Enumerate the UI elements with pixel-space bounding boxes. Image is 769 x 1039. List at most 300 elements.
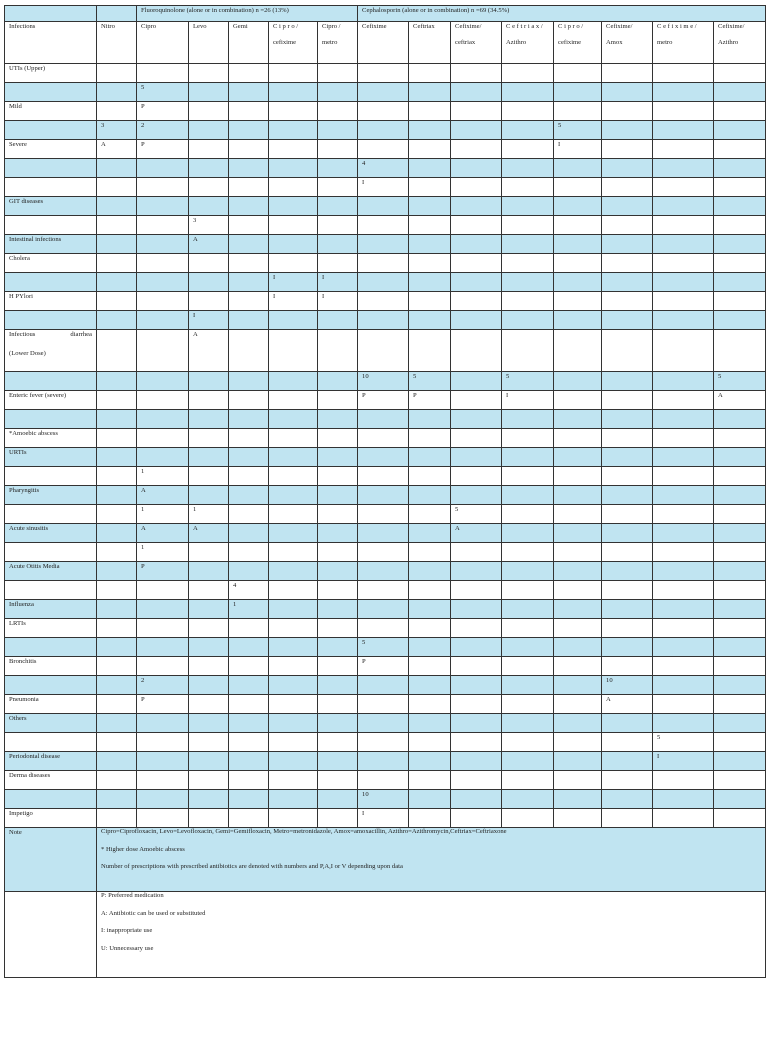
prescription-cell	[137, 410, 189, 429]
prescription-cell	[602, 752, 653, 771]
prescription-cell	[97, 562, 137, 581]
prescription-cell	[502, 657, 554, 676]
prescription-cell	[409, 809, 451, 828]
infection-cell	[5, 121, 97, 140]
prescription-cell: 3	[97, 121, 137, 140]
prescription-cell	[602, 790, 653, 809]
prescription-cell	[409, 159, 451, 178]
prescription-cell	[137, 235, 189, 254]
prescription-cell	[318, 410, 358, 429]
prescription-cell	[409, 657, 451, 676]
prescription-cell	[269, 102, 318, 121]
table-row	[5, 771, 766, 790]
prescription-cell	[502, 140, 554, 159]
prescription-cell	[137, 714, 189, 733]
prescription-cell	[602, 121, 653, 140]
prescription-cell	[229, 410, 269, 429]
prescription-cell	[554, 330, 602, 372]
prescription-cell	[229, 391, 269, 410]
infection-cell: Enteric fever (severe)	[5, 391, 97, 410]
prescription-cell	[502, 638, 554, 657]
prescription-cell	[318, 197, 358, 216]
column-header-line: Infections	[9, 23, 36, 30]
prescription-cell	[229, 159, 269, 178]
table-row	[5, 467, 766, 486]
prescription-cell	[451, 619, 502, 638]
prescription-cell	[269, 197, 318, 216]
prescription-cell	[409, 273, 451, 292]
prescription-cell	[653, 121, 714, 140]
prescription-cell	[318, 159, 358, 178]
prescription-cell	[358, 676, 409, 695]
prescription-cell	[269, 216, 318, 235]
table-row	[5, 562, 766, 581]
prescription-cell	[137, 216, 189, 235]
infection-cell	[5, 273, 97, 292]
table-row	[5, 790, 766, 809]
prescription-cell	[714, 292, 766, 311]
prescription-cell	[318, 311, 358, 330]
prescription-cell	[602, 771, 653, 790]
prescription-cell	[189, 676, 229, 695]
prescription-cell	[653, 391, 714, 410]
prescription-cell	[189, 391, 229, 410]
prescription-cell	[318, 809, 358, 828]
prescription-cell	[409, 467, 451, 486]
prescription-cell	[318, 657, 358, 676]
prescription-cell	[318, 254, 358, 273]
prescription-cell	[602, 505, 653, 524]
prescription-cell	[318, 695, 358, 714]
prescription-cell	[318, 733, 358, 752]
prescription-cell	[97, 505, 137, 524]
prescription-cell	[653, 140, 714, 159]
prescription-cell	[318, 581, 358, 600]
prescription-cell	[409, 429, 451, 448]
prescription-cell	[358, 330, 409, 372]
prescription-cell	[137, 273, 189, 292]
prescription-cell	[409, 330, 451, 372]
column-header-line: metro	[322, 39, 338, 47]
prescription-cell	[229, 524, 269, 543]
prescription-cell	[554, 733, 602, 752]
prescription-cell: 5	[714, 372, 766, 391]
prescription-cell	[451, 752, 502, 771]
prescription-cell	[269, 657, 318, 676]
prescription-cell	[97, 216, 137, 235]
prescription-cell	[229, 733, 269, 752]
prescription-cell	[714, 311, 766, 330]
prescription-cell	[653, 235, 714, 254]
prescription-cell	[189, 372, 229, 391]
prescription-cell: A	[714, 391, 766, 410]
prescription-cell	[554, 809, 602, 828]
column-header-line: Azithro	[506, 39, 527, 47]
prescription-cell	[358, 121, 409, 140]
prescription-cell	[409, 619, 451, 638]
prescription-cell	[137, 429, 189, 448]
prescription-cell	[451, 543, 502, 562]
prescription-cell	[502, 273, 554, 292]
prescription-cell: 2	[137, 676, 189, 695]
infection-cell: H PYlori	[5, 292, 97, 311]
prescription-cell	[269, 330, 318, 372]
prescription-cell: I	[502, 391, 554, 410]
prescription-cell	[602, 809, 653, 828]
prescription-cell	[229, 486, 269, 505]
column-header	[189, 22, 229, 64]
table-row	[5, 140, 766, 159]
prescription-cell	[502, 292, 554, 311]
prescription-cell	[502, 486, 554, 505]
infection-cell: Pneumonia	[5, 695, 97, 714]
prescription-cell	[358, 752, 409, 771]
note-content	[97, 828, 766, 892]
prescription-cell	[409, 486, 451, 505]
prescription-cell	[409, 543, 451, 562]
table-row	[5, 600, 766, 619]
prescription-cell	[714, 486, 766, 505]
infection-cell: UTIs (Upper)	[5, 64, 97, 83]
prescription-cell	[409, 83, 451, 102]
column-header	[137, 22, 189, 64]
prescription-cell	[97, 292, 137, 311]
column-header	[502, 22, 554, 64]
prescription-cell	[451, 448, 502, 467]
prescription-cell: 10	[358, 790, 409, 809]
prescription-cell	[502, 543, 554, 562]
prescription-cell: 4	[229, 581, 269, 600]
table-row	[5, 330, 766, 372]
prescription-cell	[502, 216, 554, 235]
prescription-cell	[409, 638, 451, 657]
prescription-cell	[714, 524, 766, 543]
prescription-cell	[554, 695, 602, 714]
prescription-cell	[229, 273, 269, 292]
infection-cell: Pharyngitis	[5, 486, 97, 505]
infection-cell: Derma diseases	[5, 771, 97, 790]
prescription-cell	[554, 543, 602, 562]
prescription-cell	[502, 752, 554, 771]
prescription-cell	[358, 524, 409, 543]
prescription-cell	[451, 429, 502, 448]
infection-cell: *Amoebic abscess	[5, 429, 97, 448]
prescription-cell	[318, 619, 358, 638]
note-abbreviations: Cipro=Ciprofloxacin, Levo=Levofloxacin, Gemi=Gemifloxacin, Metro=metronidazole, Amox=amoxacillin, Azithro=Azithromycin,Ceftriax=Ceftriaxone	[101, 828, 507, 835]
prescription-cell	[229, 619, 269, 638]
infection-cell: LRTIs	[5, 619, 97, 638]
prescription-cell	[554, 752, 602, 771]
prescription-cell	[229, 178, 269, 197]
prescription-cell	[502, 600, 554, 619]
prescription-cell	[269, 410, 318, 429]
prescription-cell	[318, 467, 358, 486]
column-header-line: Cefixime/	[606, 23, 633, 30]
prescription-cell	[714, 809, 766, 828]
prescription-cell	[137, 638, 189, 657]
prescription-cell	[502, 254, 554, 273]
prescription-cell	[502, 83, 554, 102]
prescription-cell	[97, 543, 137, 562]
prescription-cell	[358, 216, 409, 235]
prescription-cell	[653, 619, 714, 638]
table-row	[5, 159, 766, 178]
prescription-cell	[97, 254, 137, 273]
prescription-cell	[502, 121, 554, 140]
prescription-cell	[653, 330, 714, 372]
prescription-cell	[137, 581, 189, 600]
table-row	[5, 486, 766, 505]
prescription-cell: P	[358, 657, 409, 676]
prescription-cell	[229, 809, 269, 828]
prescription-cell	[189, 638, 229, 657]
prescription-cell	[714, 330, 766, 372]
prescription-cell: 5	[554, 121, 602, 140]
prescription-cell	[358, 311, 409, 330]
prescription-cell	[653, 311, 714, 330]
prescription-cell	[137, 159, 189, 178]
prescription-cell	[409, 695, 451, 714]
infection-cell	[5, 505, 97, 524]
prescription-cell	[602, 410, 653, 429]
legend-inappropriate: I: inappropriate use	[101, 927, 153, 935]
prescription-cell	[189, 292, 229, 311]
prescription-cell	[189, 197, 229, 216]
prescription-cell	[269, 372, 318, 391]
infection-cell: Mild	[5, 102, 97, 121]
prescription-cell	[137, 178, 189, 197]
prescription-cell	[269, 121, 318, 140]
prescription-cell	[714, 752, 766, 771]
prescription-cell	[554, 790, 602, 809]
prescription-cell	[554, 83, 602, 102]
prescription-cell	[189, 790, 229, 809]
column-header-line: Azithro	[718, 39, 739, 47]
prescription-cell	[451, 695, 502, 714]
prescription-cell	[714, 83, 766, 102]
prescription-cell	[653, 600, 714, 619]
prescription-cell	[502, 311, 554, 330]
prescription-cell	[602, 216, 653, 235]
column-header-line: Cefixime/	[718, 23, 745, 30]
prescription-cell	[554, 197, 602, 216]
infection-cell: Periodontal disease	[5, 752, 97, 771]
prescription-cell	[714, 121, 766, 140]
prescription-cell	[189, 809, 229, 828]
prescription-cell	[97, 809, 137, 828]
prescription-cell	[269, 771, 318, 790]
prescription-cell	[137, 752, 189, 771]
infection-cell	[5, 410, 97, 429]
prescription-cell	[229, 197, 269, 216]
prescription-cell: 2	[137, 121, 189, 140]
prescription-cell: P	[137, 140, 189, 159]
prescription-cell	[189, 121, 229, 140]
prescription-cell	[451, 197, 502, 216]
prescription-cell	[229, 505, 269, 524]
prescription-cell	[269, 638, 318, 657]
infection-cell	[5, 178, 97, 197]
legend-empty-cell	[5, 892, 97, 978]
prescription-cell	[97, 311, 137, 330]
prescription-cell	[318, 178, 358, 197]
prescription-cell	[714, 562, 766, 581]
infection-cell	[5, 581, 97, 600]
prescription-cell	[97, 581, 137, 600]
prescription-cell	[602, 581, 653, 600]
prescription-cell	[554, 505, 602, 524]
prescription-cell	[554, 235, 602, 254]
prescription-cell	[554, 714, 602, 733]
prescription-cell	[97, 273, 137, 292]
prescription-cell	[358, 619, 409, 638]
prescription-cell	[409, 505, 451, 524]
prescription-cell: A	[189, 235, 229, 254]
prescription-cell	[269, 505, 318, 524]
prescription-cell	[502, 524, 554, 543]
prescription-cell	[269, 543, 318, 562]
prescription-cell	[318, 676, 358, 695]
prescription-cell	[653, 524, 714, 543]
prescription-cell	[358, 410, 409, 429]
prescription-cell	[358, 429, 409, 448]
prescription-cell	[714, 254, 766, 273]
prescription-cell: I	[318, 292, 358, 311]
prescription-cell	[554, 657, 602, 676]
infection-cell	[5, 83, 97, 102]
prescription-cell	[502, 714, 554, 733]
prescription-cell	[229, 254, 269, 273]
prescription-cell	[137, 619, 189, 638]
table-row	[5, 311, 766, 330]
prescription-cell	[358, 600, 409, 619]
prescription-cell	[97, 600, 137, 619]
column-header-line: Cipro	[141, 23, 157, 30]
prescription-cell	[502, 64, 554, 83]
prescription-cell	[409, 197, 451, 216]
prescription-cell	[602, 638, 653, 657]
prescription-cell	[137, 197, 189, 216]
prescription-cell: 1	[137, 505, 189, 524]
prescription-cell	[229, 64, 269, 83]
prescription-cell	[318, 64, 358, 83]
prescription-cell	[602, 562, 653, 581]
prescription-cell	[653, 657, 714, 676]
prescription-cell	[229, 330, 269, 372]
prescription-cell	[602, 292, 653, 311]
prescription-cell	[554, 410, 602, 429]
prescription-cell	[602, 178, 653, 197]
prescription-cell	[358, 771, 409, 790]
table-row	[5, 676, 766, 695]
infection-cell: Influenza	[5, 600, 97, 619]
prescription-cell	[229, 771, 269, 790]
prescription-cell	[229, 638, 269, 657]
prescription-cell	[189, 448, 229, 467]
prescription-cell	[653, 714, 714, 733]
prescription-cell	[358, 273, 409, 292]
column-header-line: cefixime	[273, 39, 297, 47]
prescription-cell	[653, 410, 714, 429]
infection-cell: Cholera	[5, 254, 97, 273]
prescription-cell	[97, 410, 137, 429]
prescription-cell	[714, 581, 766, 600]
prescription-cell	[358, 140, 409, 159]
prescription-cell	[137, 254, 189, 273]
prescription-cell	[358, 254, 409, 273]
infection-cell: Severe	[5, 140, 97, 159]
prescription-cell	[189, 64, 229, 83]
prescription-cell	[189, 140, 229, 159]
prescription-cell	[269, 83, 318, 102]
column-header-line: Cipro /	[322, 23, 341, 30]
table-row	[5, 524, 766, 543]
cephalosporin-group-header: Cephalosporin (alone or in combination) n =69 (34.5%)	[358, 6, 766, 22]
prescription-cell	[409, 254, 451, 273]
prescription-cell	[97, 486, 137, 505]
prescription-cell	[318, 600, 358, 619]
prescription-cell	[554, 562, 602, 581]
prescription-cell	[714, 216, 766, 235]
column-header	[318, 22, 358, 64]
prescription-cell	[97, 467, 137, 486]
prescription-cell	[554, 254, 602, 273]
prescription-cell: 10	[358, 372, 409, 391]
prescription-cell	[269, 524, 318, 543]
column-header-line: C e f i x i m e /	[657, 23, 697, 30]
prescription-cell	[554, 372, 602, 391]
prescription-cell	[269, 448, 318, 467]
prescription-cell	[451, 102, 502, 121]
column-header-line: C i p r o /	[558, 23, 584, 30]
prescription-cell	[269, 311, 318, 330]
prescription-cell	[451, 676, 502, 695]
prescription-cell	[502, 505, 554, 524]
table-row	[5, 235, 766, 254]
prescription-cell	[653, 771, 714, 790]
prescription-cell	[409, 121, 451, 140]
table-row	[5, 273, 766, 292]
prescription-cell	[451, 733, 502, 752]
prescription-cell	[451, 159, 502, 178]
prescription-cell	[502, 619, 554, 638]
prescription-cell	[409, 790, 451, 809]
prescription-cell	[269, 695, 318, 714]
prescription-cell	[602, 714, 653, 733]
prescription-cell	[137, 292, 189, 311]
prescription-cell	[318, 486, 358, 505]
prescription-cell	[602, 235, 653, 254]
header-empty-cell	[5, 6, 97, 22]
prescription-cell	[502, 159, 554, 178]
table-row	[5, 581, 766, 600]
prescription-cell	[137, 391, 189, 410]
prescription-cell	[554, 524, 602, 543]
table-row	[5, 543, 766, 562]
prescription-cell	[502, 562, 554, 581]
prescription-cell	[318, 562, 358, 581]
prescription-cell	[451, 254, 502, 273]
prescription-cell	[602, 429, 653, 448]
prescription-cell	[653, 216, 714, 235]
prescription-cell	[451, 64, 502, 83]
prescription-cell	[502, 790, 554, 809]
prescription-cell: I	[269, 292, 318, 311]
prescription-cell	[269, 752, 318, 771]
prescription-cell	[714, 733, 766, 752]
prescription-cell	[229, 676, 269, 695]
prescription-cell	[554, 159, 602, 178]
